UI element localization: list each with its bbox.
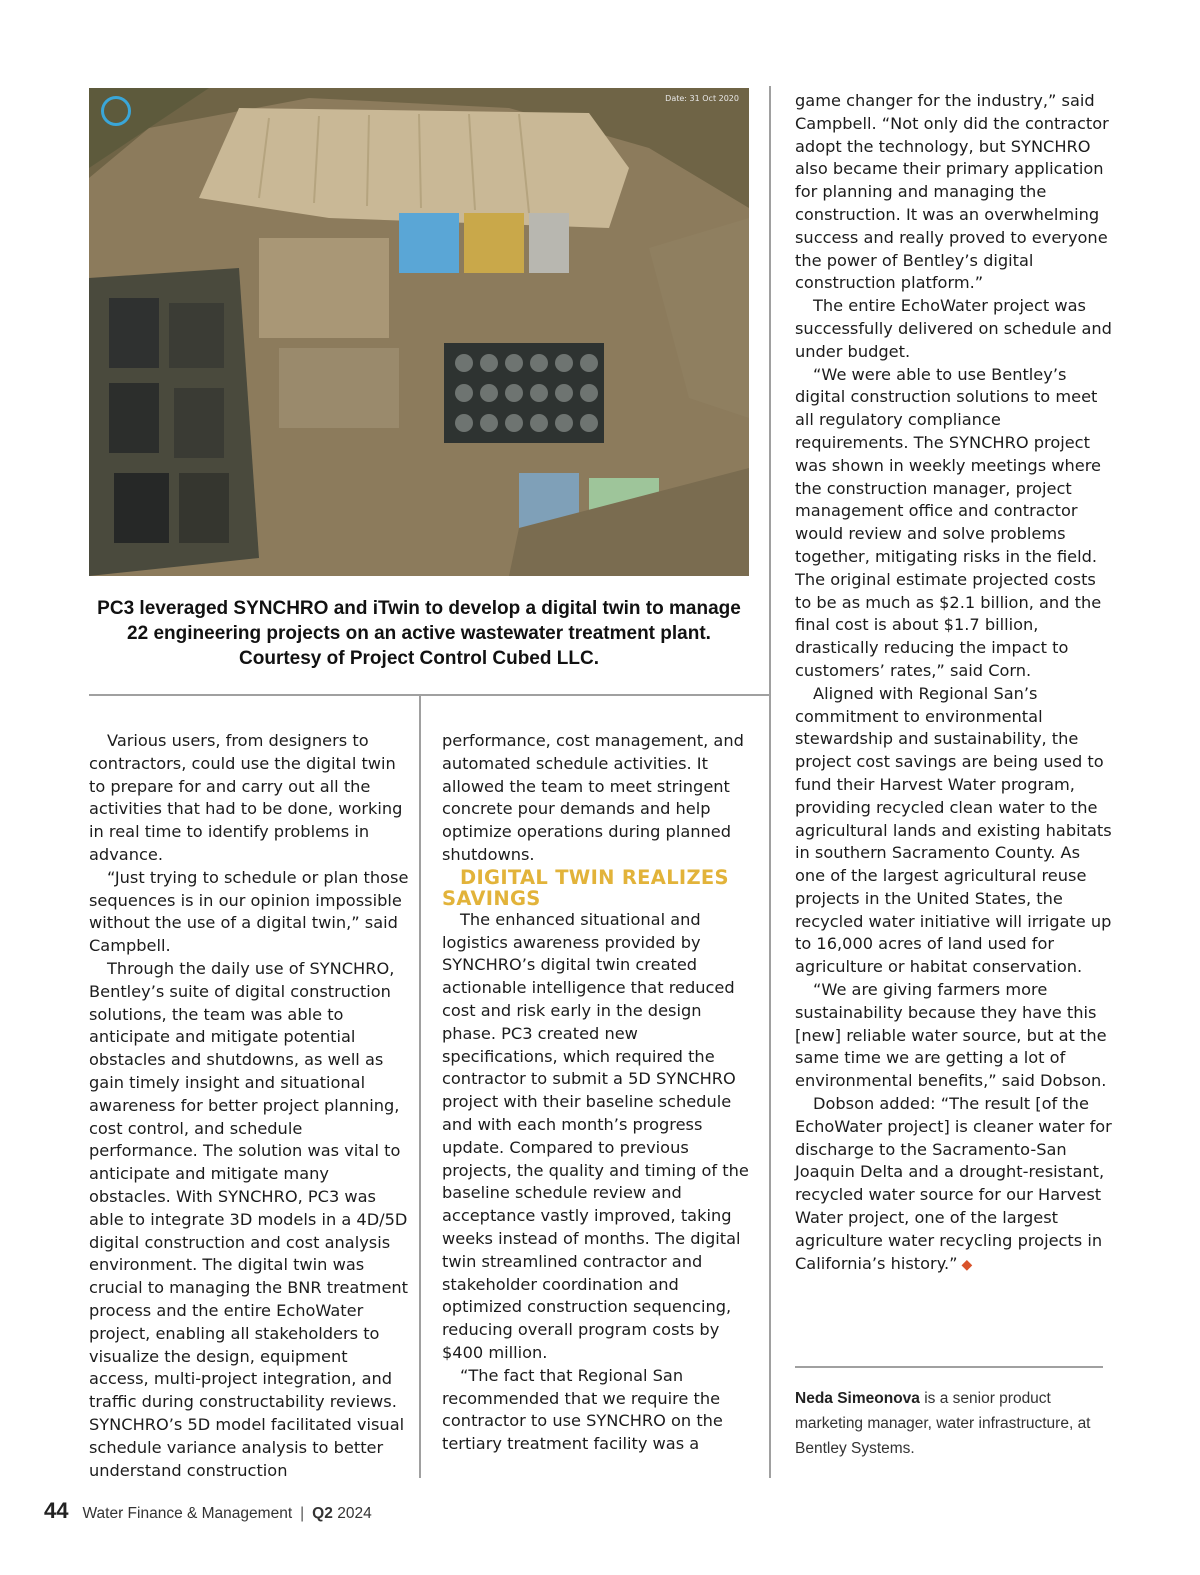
issue-label: Q2 (312, 1505, 333, 1522)
aerial-photo (89, 88, 749, 576)
author-description: is a senior product marketing manager, water infrastructure, at Bentley Systems. (795, 1390, 1091, 1457)
paragraph: “Just trying to schedule or plan those sequences is in our opinion impossible without the use of a digital twin,” said Campbell. (89, 867, 409, 956)
paragraph: The enhanced situational and logistics awareness provided by SYNCHRO’s digital twin created actionable intelligence that reduced cost and risk early in the design phase. PC3 created new specifications, which required the contractor to submit a 5D SYNCHRO project with their baseline schedule and with each month’s progress update. Compared to previous projects, the quality and timing of the baseline schedule review and acceptance vastly improved, taking weeks instead of months. The digital twin streamlined contractor and stakeholder coordination and optimized construction sequencing, reducing overall program costs by $400 million. (442, 909, 749, 1362)
column-divider-left (419, 695, 421, 1478)
section-heading: DIGITAL TWIN REALIZES SAVINGS (442, 865, 729, 910)
photo-date-stamp: Date: 31 Oct 2020 (665, 94, 739, 103)
publication-name: Water Finance & Management (82, 1505, 293, 1522)
caption-divider (89, 694, 771, 696)
aerial-photo-drawing (89, 88, 749, 576)
issue-year: 2024 (337, 1505, 372, 1522)
project-logo-icon (101, 96, 131, 126)
author-bio (795, 1386, 1100, 1461)
text-column-2 (442, 730, 754, 1456)
paragraph: Aligned with Regional San’s commitment to environmental stewardship and sustainability, the project cost savings are being used to fund their Harvest Water program, providing recycled clean water to the agricultural lands and existing habitats in southern Sacramento County. As one of the largest agricultural reuse projects in the United States, the recycled water initiative will irrigate up to 16,000 acres of land used for agriculture or habitat conservation. (795, 683, 1112, 977)
column-divider-right (769, 86, 771, 1478)
paragraph: “We are giving farmers more sustainability because they have this [new] reliable water source, but at the same time we are getting a lot of environmental benefits,” said Dobson. (795, 980, 1107, 1091)
paragraph: The entire EchoWater project was successfully delivered on schedule and under budget. (795, 296, 1112, 361)
paragraph: “The fact that Regional San recommended that we require the contractor to use SYNCHRO on the tertiary treatment facility was a (442, 1365, 723, 1454)
fish-end-mark-icon: ◆ (961, 1256, 973, 1273)
paragraph-text: Dobson added: “The result [of the EchoWater project] is cleaner water for discharge to the Sacramento-San Joaquin Delta and a drought-resistant, recycled water source for our Harvest Water project, one of the largest agriculture water recycling projects in California’s history.” (795, 1094, 1112, 1273)
paragraph: game changer for the industry,” said Campbell. “Not only did the contractor adopt the technology, but SYNCHRO also became their primary application for planning and managing the construction. It was an overwhelming success and really proved to everyone the power of Bentley’s digital construction platform.” (795, 91, 1109, 293)
page-footer (44, 1498, 372, 1526)
paragraph (795, 1093, 1113, 1276)
author-name: Neda Simeonova (795, 1390, 920, 1407)
bio-divider (795, 1366, 1103, 1368)
text-column-3 (795, 90, 1113, 1276)
paragraph: performance, cost management, and automated schedule activities. It allowed the team to meet stringent concrete pour demands and help optimize operations during planned shutdowns. (442, 731, 744, 864)
text-column-1 (89, 730, 411, 1482)
paragraph: Various users, from designers to contractors, could use the digital twin to prepare for and carry out all the activities that had to be done, working in real time to identify problems in advance. (89, 731, 403, 864)
footer-separator: | (300, 1505, 305, 1522)
paragraph: “We were able to use Bentley’s digital construction solutions to meet all regulatory compliance requirements. The SYNCHRO project was shown in weekly meetings where the construction manager, project management office and contractor would review and solve problems together, mitigating risks in the field. The original estimate projected costs to be as much as $2.1 billion, and the final cost is about $1.7 billion, drastically reducing the impact to customers’ rates,” said Corn. (795, 364, 1102, 680)
photo-caption: PC3 leveraged SYNCHRO and iTwin to develop a digital twin to manage 22 engineering projects on an active wastewater treatment plant. Courtesy of Project Control Cubed LLC. (97, 598, 741, 669)
paragraph: Through the daily use of SYNCHRO, Bentley’s suite of digital construction solutions, the team was able to anticipate and mitigate potential obstacles and shutdowns, as well as gain timely insight and situational awareness for better project planning, cost control, and schedule performance. The solution was vital to anticipate and mitigate many obstacles. With SYNCHRO, PC3 was able to integrate 3D models in a 4D/5D digital construction and cost analysis environment. The digital twin was crucial to managing the BNR treatment process and the entire EchoWater project, enabling all stakeholders to visualize the design, equipment access, multi-project integration, and traffic during constructability reviews. SYNCHRO’s 5D model facilitated visual schedule variance analysis to better understand construction (89, 958, 409, 1480)
page-number: 44 (44, 1498, 69, 1523)
